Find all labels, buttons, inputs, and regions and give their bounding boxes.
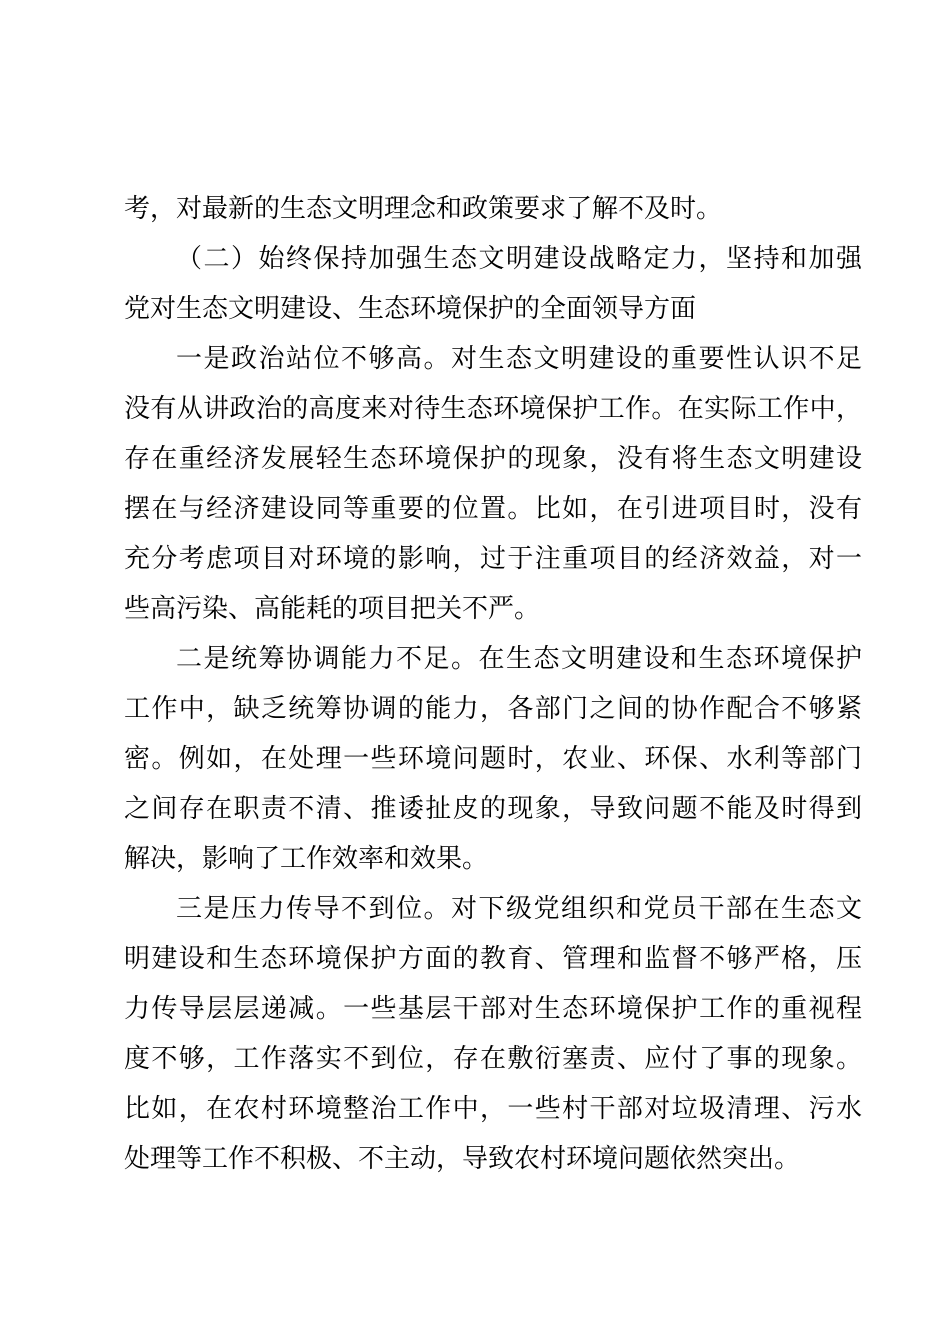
- paragraph-point-one: [124, 333, 862, 633]
- text-line: （二）始终保持加强生态文明建设战略定力，坚持和加强: [176, 243, 862, 273]
- text-line: 力传导层层递减。一些基层干部对生态环境保护工作的重视程: [124, 993, 862, 1023]
- text-line: 比如，在农村环境整治工作中，一些村干部对垃圾清理、污水: [124, 1093, 862, 1123]
- text-line: 密。例如，在处理一些环境问题时，农业、环保、水利等部门: [124, 743, 862, 773]
- text-line: 充分考虑项目对环境的影响，过于注重项目的经济效益，对一: [124, 543, 862, 573]
- text-line: 没有从讲政治的高度来对待生态环境保护工作。在实际工作中，: [124, 393, 862, 423]
- paragraph-section-heading: [124, 233, 862, 333]
- text-line: 处理等工作不积极、不主动，导致农村环境问题依然突出。: [124, 1143, 801, 1173]
- paragraph-point-two: [124, 633, 862, 883]
- text-line: 二是统筹协调能力不足。在生态文明建设和生态环境保护: [176, 643, 862, 673]
- text-line: 些高污染、高能耗的项目把关不严。: [124, 593, 541, 623]
- text-line: 解决，影响了工作效率和效果。: [124, 843, 489, 873]
- text-line: 存在重经济发展轻生态环境保护的现象，没有将生态文明建设: [124, 443, 862, 473]
- text-line: 工作中，缺乏统筹协调的能力，各部门之间的协作配合不够紧: [124, 693, 862, 723]
- document-text-block: [124, 183, 862, 1183]
- text-line: 三是压力传导不到位。对下级党组织和党员干部在生态文: [176, 893, 862, 923]
- text-line: 明建设和生态环境保护方面的教育、管理和监督不够严格，压: [124, 943, 862, 973]
- text-line: 度不够，工作落实不到位，存在敷衍塞责、应付了事的现象。: [124, 1043, 862, 1073]
- text-line: 考，对最新的生态文明理念和政策要求了解不及时。: [124, 193, 723, 223]
- text-line: 一是政治站位不够高。对生态文明建设的重要性认识不足: [176, 343, 862, 373]
- text-line: 之间存在职责不清、推诿扯皮的现象，导致问题不能及时得到: [124, 793, 862, 823]
- text-line: 党对生态文明建设、生态环境保护的全面领导方面: [124, 293, 697, 323]
- paragraph-continuation: [124, 183, 862, 233]
- paragraph-point-three: [124, 883, 862, 1183]
- text-line: 摆在与经济建设同等重要的位置。比如，在引进项目时，没有: [124, 493, 862, 523]
